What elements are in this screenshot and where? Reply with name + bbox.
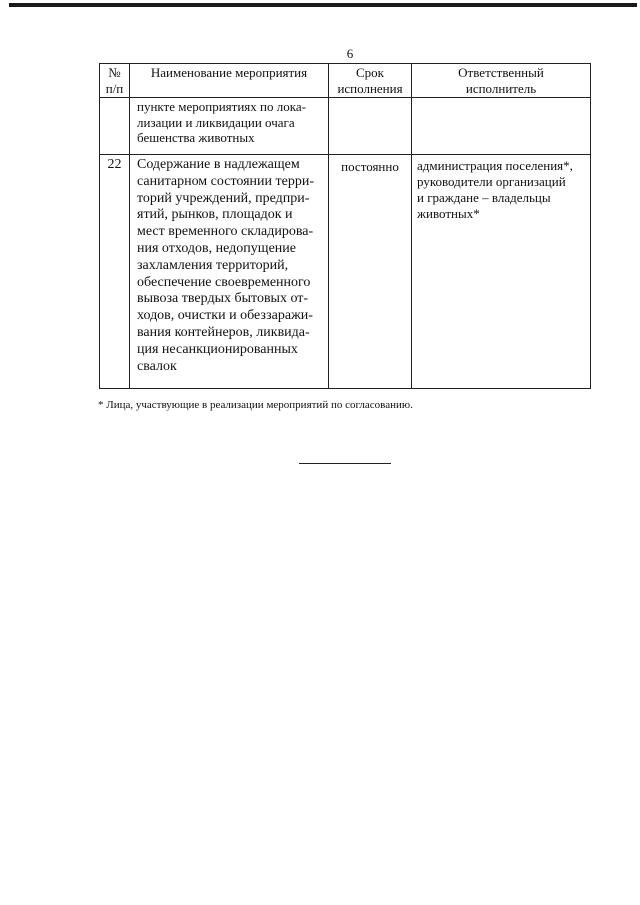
- cell-term: [329, 98, 412, 155]
- header-term: Срок исполнения: [329, 64, 412, 98]
- footnote: * Лица, участвующие в реализации мероприятий по согласованию.: [98, 399, 413, 411]
- header-name: Наименование мероприятия: [130, 64, 329, 98]
- end-of-document-rule: [299, 463, 391, 464]
- cell-num: [100, 98, 130, 155]
- cell-responsible: администрация поселения*, руководители организаций и граждане – владельцы животных*: [412, 155, 591, 389]
- cell-num: 22: [100, 155, 130, 389]
- cell-responsible: [412, 98, 591, 155]
- measures-table: [99, 63, 591, 389]
- table-row-22: [100, 155, 591, 389]
- header-responsible: Ответственный исполнитель: [412, 64, 591, 98]
- cell-name: Содержание в надлежащем санитарном состоянии терри- торий учреждений, предпри- ятий, рынков, площадок и мест временного складирова- ния отходов, недопущение захламления территорий, обеспечение своевременного вывоза твердых бытовых от- ходов, очистки и обеззаражи- вания контейнеров, ликвида- ция несанкционированных свалок: [130, 155, 329, 389]
- table-row-continued: [100, 98, 591, 155]
- table-header-row: [100, 64, 591, 98]
- header-num: № п/п: [100, 64, 130, 98]
- top-border-rule: [9, 3, 637, 7]
- cell-term: постоянно: [329, 155, 412, 389]
- cell-name: пункте мероприятиях по лока- лизации и ликвидации очага бешенства животных: [130, 98, 329, 155]
- page-number: 6: [346, 46, 354, 61]
